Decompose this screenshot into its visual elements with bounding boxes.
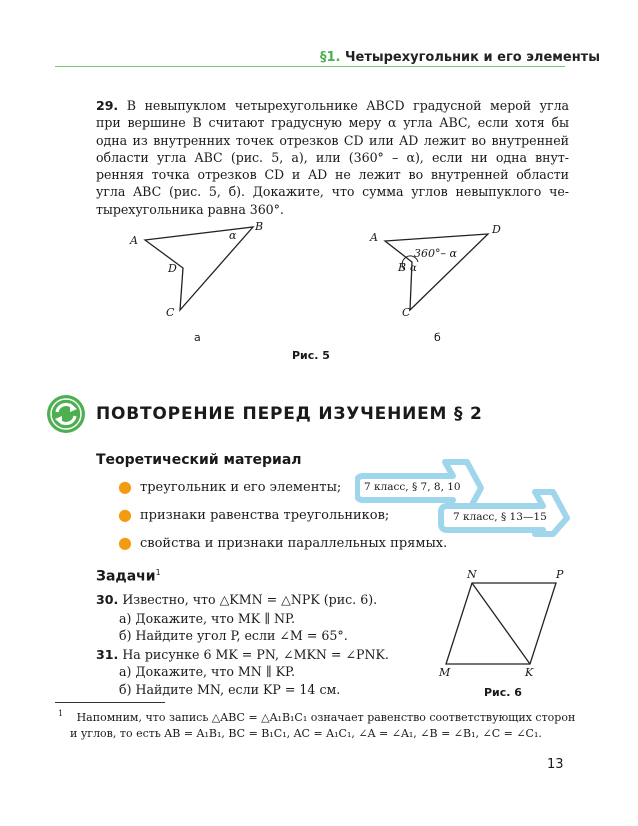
fig5b-sublabel: б: [434, 331, 441, 344]
fig6-label-p: P: [556, 568, 564, 581]
fig5a-label-a: A: [130, 234, 138, 247]
theory-heading: Теоретический материал: [96, 452, 302, 468]
footnote-rule: [55, 702, 165, 703]
footnote-line-2: и углов, то есть AB = A₁B₁, BC = B₁C₁, AC = A₁C₁, ∠A = ∠A₁, ∠B = ∠B₁, ∠C = ∠C₁.: [70, 727, 542, 740]
fig5a-sublabel: а: [194, 331, 201, 344]
fig6-label-n: N: [467, 568, 477, 581]
fig6-label-m: M: [439, 666, 451, 679]
figure-5-caption: Рис. 5: [292, 349, 330, 362]
figure-6-caption: Рис. 6: [484, 686, 522, 699]
review-refresh-icon: [46, 394, 86, 434]
reference-2-text: 7 класс, § 13—15: [453, 511, 547, 523]
footnote-mark: 1: [58, 709, 64, 718]
problem-31-a: а) Докажите, что MN ∥ KP.: [119, 664, 295, 679]
problem-29-line-5: ренняя точка отрезков CD и AD не лежит во внутренней области: [96, 167, 569, 183]
fig5b-label-a: A: [370, 231, 378, 244]
problem-29-line-3: одна из внутренних точек отрезков CD или AD лежит во внутренней: [96, 132, 569, 148]
review-title: ПОВТОРЕНИЕ ПЕРЕД ИЗУЧЕНИЕМ § 2: [96, 404, 483, 424]
fig5b-label-b: B: [398, 261, 407, 274]
bullet-dot: ●: [118, 533, 132, 552]
reference-1-text: 7 класс, § 7, 8, 10: [364, 481, 461, 493]
theory-bullet-2: ● признаки равенства треугольников;: [118, 505, 390, 524]
footnote-line-1: $^1$ Напомним, что запись △ABC = △A₁B₁C₁ означает равенство соответствующих сторон: [58, 709, 576, 724]
page-number: 13: [547, 757, 564, 772]
problem-29-line-1: 29. В невыпуклом четырехугольнике ABCD градусной мерой угла: [96, 98, 569, 113]
theory-bullet-3: ● свойства и признаки параллельных прямых.: [118, 533, 448, 552]
fig5b-label-alpha: α: [410, 263, 417, 274]
fig5a-label-d: D: [168, 262, 177, 275]
fig5b-label-d: D: [492, 223, 501, 236]
fig6-label-k: K: [525, 666, 534, 679]
header-section-number: §1.: [320, 50, 341, 65]
fig5a-label-alpha: α: [229, 229, 237, 242]
problem-30-a: а) Докажите, что MK ∥ NP.: [119, 611, 295, 626]
fig5b-label-c: C: [402, 306, 411, 319]
problem-29-number: 29.: [96, 98, 119, 113]
problem-30-text: 30. Известно, что △KMN = △NPK (рис. 6).: [96, 592, 378, 607]
bullet-dot: ●: [118, 477, 132, 496]
header-title: Четырехугольник и его элементы: [345, 50, 600, 65]
quad-a-shape: [145, 227, 253, 310]
problem-30-number: 30.: [96, 592, 119, 607]
problem-29-line-2: при вершине B считают градусную меру α угла ABC, если хотя бы: [96, 115, 569, 131]
bullet-dot: ●: [118, 505, 132, 524]
tasks-footnote-mark: 1: [155, 568, 161, 577]
fig5a-label-b: B: [255, 220, 264, 233]
problem-29-line-7: тырехугольника равна 360°.: [96, 201, 284, 217]
diagonal-nk: [472, 583, 530, 664]
theory-bullet-1: ● треугольник и его элементы;: [118, 477, 342, 496]
reference-arrows: [355, 458, 575, 538]
tasks-heading: Задачи$^1$: [96, 568, 161, 585]
problem-31-number: 31.: [96, 647, 119, 662]
problem-30-b: б) Найдите угол P, если ∠M = 65°.: [119, 628, 348, 643]
problem-31-b: б) Найдите MN, если KP = 14 см.: [119, 682, 341, 697]
problem-31-text: 31. На рисунке 6 MK = PN, ∠MKN = ∠PNK.: [96, 647, 389, 662]
fig5b-label-outer-angle: 360°– α: [414, 247, 457, 260]
problem-29-line-4: области угла ABC (рис. 5, а), или (360° – α), если ни одна внут-: [96, 149, 569, 165]
problem-29-line-6: угла ABC (рис. 5, б). Докажите, что сумма углов невыпуклого че-: [96, 184, 569, 200]
fig5a-label-c: C: [166, 306, 175, 319]
